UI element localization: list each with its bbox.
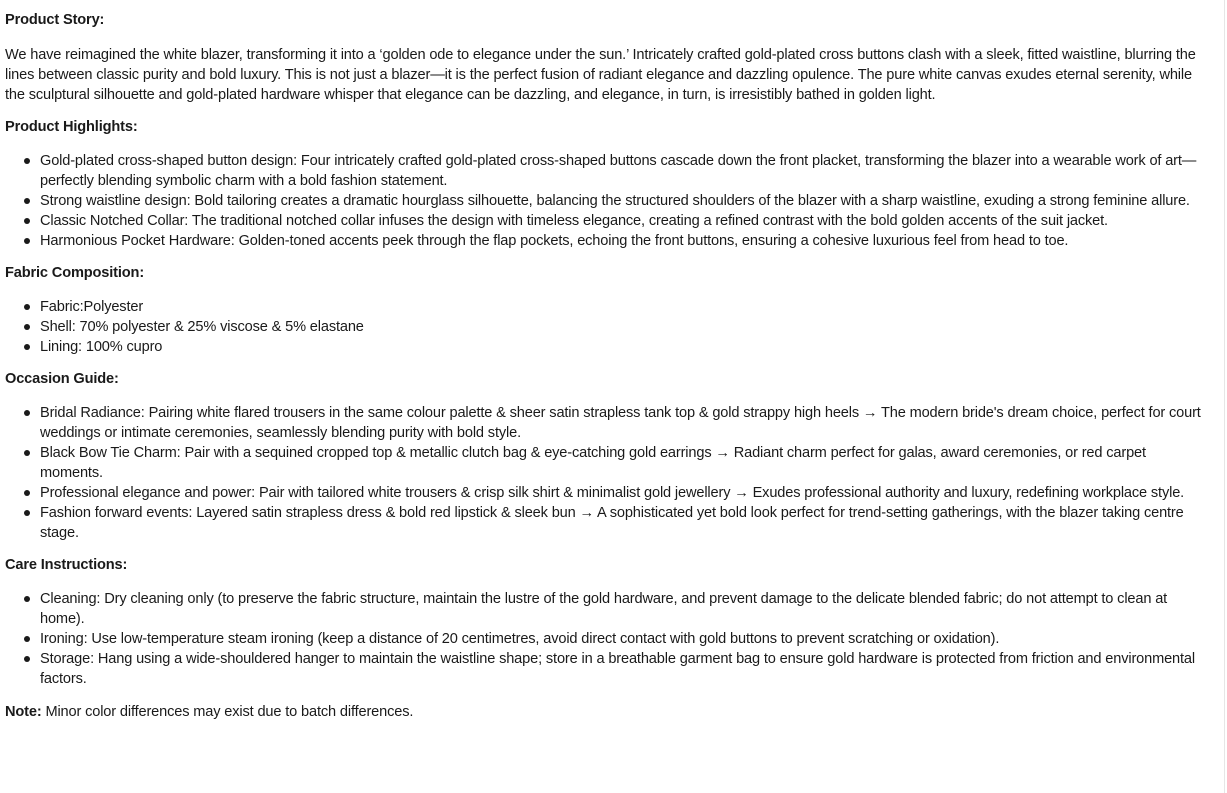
- product-description: [5, 10, 1210, 722]
- product-highlights-heading: Product Highlights:: [5, 119, 138, 135]
- list-item: Lining: 100% cupro: [40, 337, 1210, 357]
- list-item: Gold-plated cross-shaped button design: Four intricately crafted gold-plated cross-shaped buttons cascade down the front placket, transforming the blazer into a wearable work of art—perfectly blending symbolic charm with a bold fashion statement.: [40, 151, 1210, 191]
- occasion-guide-heading: Occasion Guide:: [5, 371, 119, 387]
- list-item: Classic Notched Collar: The traditional notched collar infuses the design with timeless elegance, creating a refined contrast with the bold golden accents of the suit jacket.: [40, 211, 1210, 231]
- care-instructions-list: [5, 589, 1210, 689]
- fabric-composition-heading: Fabric Composition:: [5, 265, 145, 281]
- product-story-text: We have reimagined the white blazer, transforming it into a ‘golden ode to elegance under the sun.’ Intricately crafted gold-plated cross buttons clash with a sleek, fitted waistline, blurring the lines between classic purity and bold luxury. This is not just a blazer—it is the perfect fusion of radiant elegance and dazzling opulence. The pure white canvas exudes eternal serenity, while the sculptural silhouette and gold-plated hardware whisper that elegance can be dazzling, and elegance, in turn, is irresistibly bathed in golden light.: [5, 47, 1196, 103]
- list-item: Fashion forward events: Layered satin strapless dress & bold red lipstick & sleek bun → A sophisticated yet bold look perfect for trend-setting gatherings, with the blazer taking centre stage.: [40, 503, 1210, 543]
- list-item: Black Bow Tie Charm: Pair with a sequined cropped top & metallic clutch bag & eye-catching gold earrings → Radiant charm perfect for galas, award ceremonies, or red carpet moments.: [40, 443, 1210, 483]
- product-highlights-list: [5, 151, 1210, 251]
- list-item: Ironing: Use low-temperature steam ironing (keep a distance of 20 centimetres, avoid direct contact with gold buttons to prevent scratching or oxidation).: [40, 629, 1210, 649]
- list-item: Shell: 70% polyester & 25% viscose & 5% elastane: [40, 317, 1210, 337]
- list-item: Professional elegance and power: Pair with tailored white trousers & crisp silk shirt & minimalist gold jewellery → Exudes professional authority and luxury, redefining workplace style.: [40, 483, 1210, 503]
- list-item: Bridal Radiance: Pairing white flared trousers in the same colour palette & sheer satin strapless tank top & gold strappy high heels → The modern bride's dream choice, perfect for court weddings or intimate ceremonies, seamlessly blending purity with bold style.: [40, 403, 1210, 443]
- care-instructions-heading: Care Instructions:: [5, 557, 128, 573]
- list-item: Storage: Hang using a wide-shouldered hanger to maintain the waistline shape; store in a breathable garment bag to ensure gold hardware is protected from friction and environmental factors.: [40, 649, 1210, 689]
- product-story-heading: Product Story:: [5, 12, 105, 28]
- occasion-guide-list: [5, 403, 1210, 543]
- list-item: Cleaning: Dry cleaning only (to preserve the fabric structure, maintain the lustre of the gold hardware, and prevent damage to the delicate blended fabric; do not attempt to clean at home).: [40, 589, 1210, 629]
- list-item: Harmonious Pocket Hardware: Golden-toned accents peek through the flap pockets, echoing the front buttons, ensuring a cohesive luxurious feel from head to toe.: [40, 231, 1210, 251]
- note-label: Note:: [5, 704, 42, 720]
- fabric-composition-list: [5, 297, 1210, 357]
- list-item: Strong waistline design: Bold tailoring creates a dramatic hourglass silhouette, balancing the structured shoulders of the blazer with a sharp waistline, exuding a strong feminine allure.: [40, 191, 1210, 211]
- scrollbar-edge: [1224, 0, 1225, 793]
- color-note: [5, 702, 1210, 722]
- note-text: Minor color differences may exist due to batch differences.: [41, 704, 414, 720]
- list-item: Fabric:Polyester: [40, 297, 1210, 317]
